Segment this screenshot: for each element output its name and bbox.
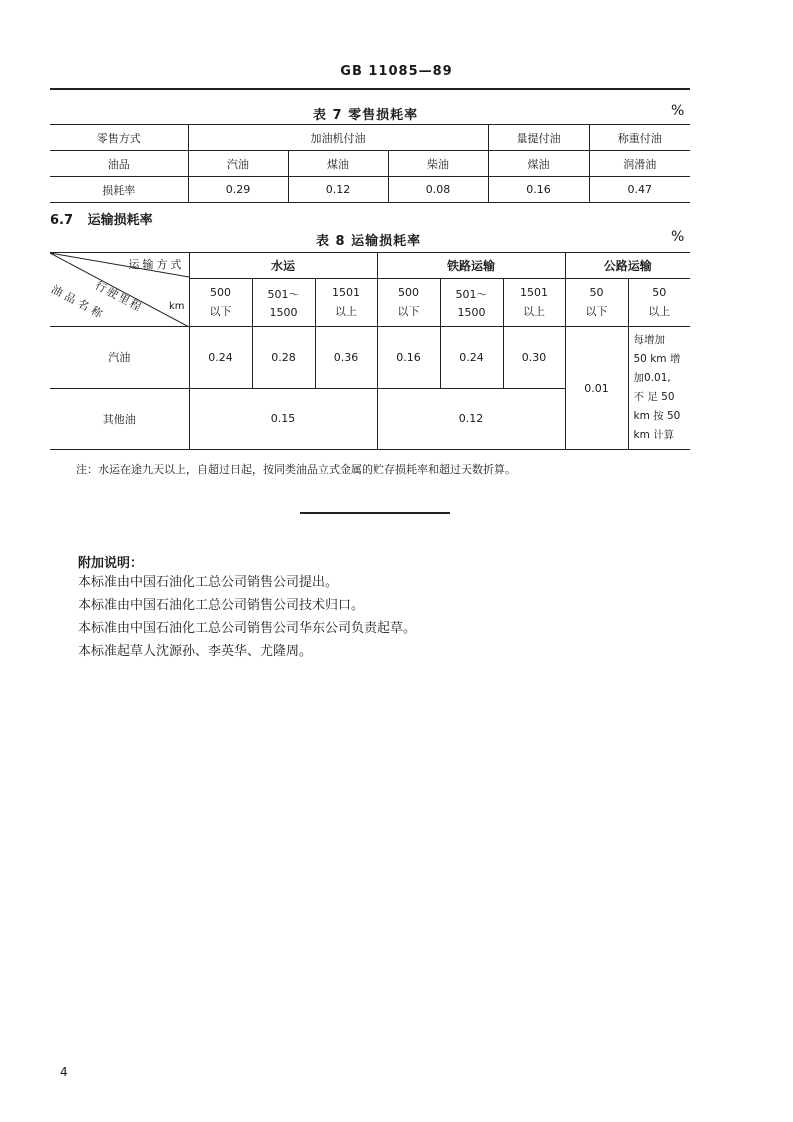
product-cell: 润滑油 <box>589 151 690 177</box>
appendix-line: 本标准起草人沈源孙、李英华、尤隆周。 <box>78 644 313 659</box>
rate-cell: 0.08 <box>388 177 488 203</box>
table7 <box>50 124 690 203</box>
gasoline-value: 0.30 <box>503 327 565 389</box>
mode-rail: 铁路运输 <box>377 253 565 279</box>
table7-caption: 表 7 零售损耗率 <box>313 108 419 123</box>
table8-note: 注：水运在途九天以上，自超过日起，按同类油品立式金属的贮存损耗率和超过天数折算。 <box>76 463 516 476</box>
appendix-line: 本标准由中国石油化工总公司销售公司华东公司负责起草。 <box>78 621 417 636</box>
distance-head: 500 以下 <box>189 279 252 327</box>
gasoline-value: 0.36 <box>315 327 377 389</box>
mode-road: 公路运输 <box>565 253 690 279</box>
road-note-line: 50 km 增 <box>633 353 681 365</box>
group-pump: 加油机付油 <box>188 125 488 151</box>
rate-cell: 0.16 <box>488 177 589 203</box>
road-long-note <box>628 327 690 450</box>
row-label-product: 油品 <box>50 151 188 177</box>
rate-cell: 0.47 <box>589 177 690 203</box>
diag-distance-label: 行驶里程 <box>92 278 145 315</box>
distance-head: 501～ 1500 <box>440 279 503 327</box>
road-short-value: 0.01 <box>565 327 628 450</box>
appendix-title: 附加说明： <box>78 556 144 571</box>
row-label-mode: 零售方式 <box>50 125 188 151</box>
other-rail-value: 0.12 <box>377 388 565 450</box>
road-note-line: 不 足 50 <box>633 391 675 403</box>
distance-head: 1501 以上 <box>315 279 377 327</box>
road-note-line: 加0.01, <box>633 372 671 384</box>
table8-caption: 表 8 运输损耗率 <box>316 234 422 249</box>
diag-transport-label: 运输方式 <box>128 258 185 271</box>
rate-cell: 0.29 <box>188 177 288 203</box>
diagonal-header <box>50 253 189 327</box>
distance-head: 500 以下 <box>377 279 440 327</box>
gasoline-value: 0.24 <box>189 327 252 389</box>
table8-unit: % <box>671 229 685 245</box>
section-heading <box>50 209 153 228</box>
distance-head: 501～ 1500 <box>252 279 315 327</box>
appendix-body <box>78 571 416 663</box>
group-weigh: 称重付油 <box>589 125 690 151</box>
road-note-line: km 计算 <box>633 429 675 441</box>
product-cell: 汽油 <box>188 151 288 177</box>
distance-head: 50 以下 <box>565 279 628 327</box>
section-divider <box>300 512 450 514</box>
product-cell: 煤油 <box>288 151 388 177</box>
diag-product-label: 油品名称 <box>48 282 109 323</box>
row-gasoline-label: 汽油 <box>50 327 189 389</box>
appendix-line: 本标准由中国石油化工总公司销售公司提出。 <box>78 575 339 590</box>
gasoline-value: 0.24 <box>440 327 503 389</box>
product-cell: 柴油 <box>388 151 488 177</box>
standard-number: GB 11085—89 <box>340 64 453 79</box>
product-cell: 煤油 <box>488 151 589 177</box>
appendix-line: 本标准由中国石油化工总公司销售公司技术归口。 <box>78 598 365 613</box>
distance-head: 50 以上 <box>628 279 690 327</box>
table7-unit: % <box>671 103 685 119</box>
rate-cell: 0.12 <box>288 177 388 203</box>
row-other-label: 其他油 <box>50 388 189 450</box>
group-measure: 量提付油 <box>488 125 589 151</box>
diag-unit-km: km <box>168 301 185 312</box>
table8 <box>50 252 690 450</box>
gasoline-value: 0.16 <box>377 327 440 389</box>
section-number: 6.7 <box>50 213 74 228</box>
gasoline-value: 0.28 <box>252 327 315 389</box>
road-note-line: 每增加 <box>633 334 665 346</box>
mode-water: 水运 <box>189 253 377 279</box>
row-label-rate: 损耗率 <box>50 177 188 203</box>
page-number: 4 <box>60 1065 68 1079</box>
header-rule <box>50 88 690 90</box>
section-title: 运输损耗率 <box>87 213 153 228</box>
other-water-value: 0.15 <box>189 388 377 450</box>
distance-head: 1501 以上 <box>503 279 565 327</box>
road-note-line: km 按 50 <box>633 410 681 422</box>
